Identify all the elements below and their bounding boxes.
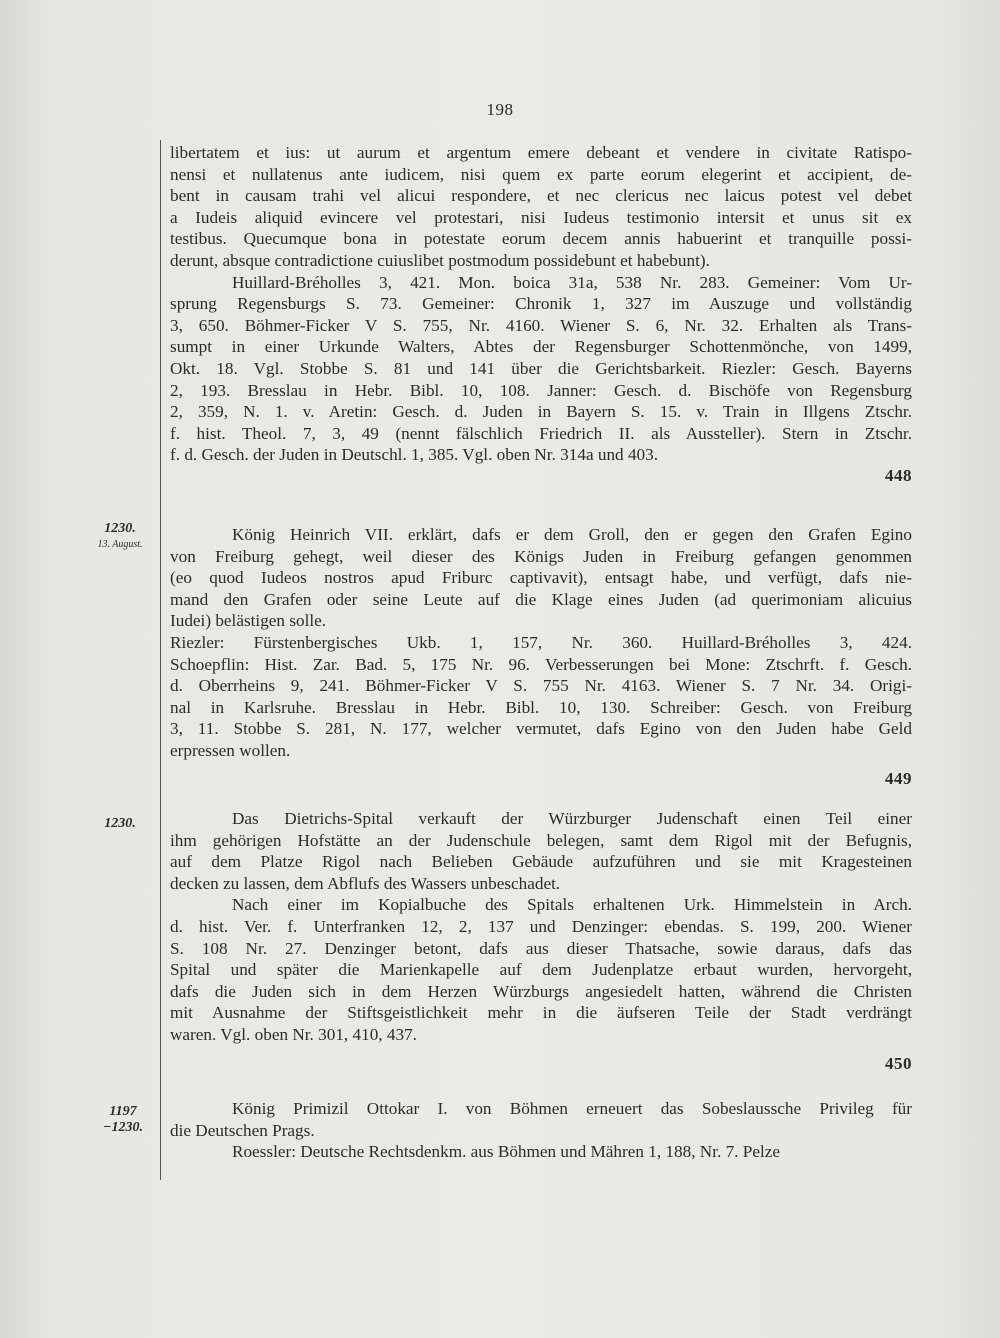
text-line: decken zu lassen, dem Abflufs des Wassers unbeschadet. xyxy=(170,873,561,893)
text-line: a Iudeis aliquid evincere vel protestari, nisi Iudeus testimonio intersit et unus sit ex xyxy=(170,207,912,227)
margin-date-year: 1230. xyxy=(104,521,136,536)
citation-line: f. d. Gesch. der Juden in Deutschl. 1, 385. Vgl. oben Nr. 314a und 403. xyxy=(170,445,659,465)
citation-line: 3, 11. Stobbe S. 281, N. 177, welcher vermutet, dafs Egino von den Juden habe Geld xyxy=(170,719,912,739)
citation-line: sprung Regensburgs S. 73. Gemeiner: Chronik 1, 327 im Auszuge und vollständig xyxy=(170,294,912,314)
entry-number: 448 xyxy=(885,466,912,485)
citation-line: Riezler: Fürstenbergisches Ukb. 1, 157, Nr. 360. Huillard-Bréholles 3, 424. xyxy=(170,632,912,652)
citation-line: 3, 650. Böhmer-Ficker V S. 755, Nr. 4160. Wiener S. 6, Nr. 32. Erhalten als Trans- xyxy=(170,315,912,335)
page-number: 198 xyxy=(486,100,514,119)
citation-line: sumpt in einer Urkunde Walters, Abtes der Regensburger Schottenmönche, von 1499, xyxy=(170,337,912,357)
citation-line: erpressen wollen. xyxy=(170,740,291,760)
citation-line: d. hist. Ver. f. Unterfranken 12, 2, 137 und Denzinger: ebendas. S. 199, 200. Wiener xyxy=(170,916,912,936)
margin-date-year: 1197 −1230. xyxy=(103,1104,143,1135)
text-line: Iudei) belästigen solle. xyxy=(170,611,327,631)
citation-line: Huillard-Bréholles 3, 421. Mon. boica 31a, 538 Nr. 283. Gemeiner: Vom Ur- xyxy=(232,272,912,292)
text-line: König Primizil Ottokar I. von Böhmen erneuert das Sobeslaussche Privileg für xyxy=(232,1099,912,1118)
citation-line: Roessler: Deutsche Rechtsdenkm. aus Böhmen und Mähren 1, 188, Nr. 7. Pelze xyxy=(232,1142,780,1162)
text-line: libertatem et ius: ut aurum et argentum emere debeant et vendere in civitate Ratispo- xyxy=(170,143,912,162)
citation-line: f. hist. Theol. 7, 3, 49 (nennt fälschlich Friedrich II. als Aussteller). Stern in Ztschr. xyxy=(170,423,912,443)
citation-line: Okt. 18. Vgl. Stobbe S. 81 und 141 über die Gerichtsbarkeit. Riezler: Gesch. Bayerns xyxy=(170,358,912,378)
text-line: Das Dietrichs-Spital verkauft der Würzburger Judenschaft einen Teil einer xyxy=(232,809,912,828)
text-line: bent in causam trahi vel alicui respondere, et nec clericus nec laicus potest vel debet xyxy=(170,186,912,206)
margin-date xyxy=(88,816,152,832)
text-line: die Deutschen Prags. xyxy=(170,1120,315,1140)
citation-line: 2, 193. Bresslau in Hebr. Bibl. 10, 108. Janner: Gesch. d. Bischöfe von Regensburg xyxy=(170,380,912,400)
citation-line: 2, 359, N. 1. v. Aretin: Gesch. d. Juden in Bayern S. 15. v. Train in Illgens Ztschr. xyxy=(170,402,912,422)
text-line: (eo quod Iudeos nostros apud Friburc captivavit), entsagt habe, und verfügt, dafs nie- xyxy=(170,568,912,588)
citation-line: Schoepflin: Hist. Zar. Bad. 5, 175 Nr. 96. Verbesserungen bei Mone: Ztschrft. f. Gesch. xyxy=(170,654,912,674)
text-line: derunt, absque contradictione cuiuslibet postmodum possidebunt et habebunt). xyxy=(170,250,710,270)
citation-line: Nach einer im Kopialbuche des Spitals erhaltenen Urk. Himmelstein in Arch. xyxy=(232,895,912,915)
margin-date xyxy=(88,521,152,553)
citation-line: dafs die Juden sich in dem Herzen Würzburgs angesiedelt hatten, während die Christen xyxy=(170,981,912,1001)
text-line: ihm gehörigen Hofstätte an der Judenschule belegen, samt dem Rigol mit der Befugnis, xyxy=(170,830,912,850)
text-line: auf dem Platze Rigol nach Belieben Gebäude aufzuführen und sie mit Kragesteinen xyxy=(170,852,912,872)
citation-line: Spital und später die Marienkapelle auf dem Judenplatze erbaut wurden, hervorgeht, xyxy=(170,960,912,980)
margin-rule xyxy=(160,140,161,1180)
text-line: mand den Grafen oder seine Leute auf die Klage eines Juden (ad querimoniam alicuius xyxy=(170,589,912,609)
text-line: von Freiburg gehegt, weil dieser des Königs Juden in Freiburg gefangen genommen xyxy=(170,546,912,566)
entry-number: 450 xyxy=(885,1054,912,1073)
margin-date-year: 1230. xyxy=(104,816,136,831)
citation-line: nal in Karlsruhe. Bresslau in Hebr. Bibl. 10, 130. Schreiber: Gesch. von Freiburg xyxy=(170,697,912,717)
entry-448 xyxy=(170,142,912,485)
citation-line: waren. Vgl. oben Nr. 301, 410, 437. xyxy=(170,1024,417,1044)
margin-date xyxy=(88,1104,158,1136)
margin-date-day: 13. August. xyxy=(97,539,143,550)
text-line: König Heinrich VII. erklärt, dafs er dem Groll, den er gegen den Grafen Egino xyxy=(232,525,912,544)
citation-line: d. Oberrheins 9, 241. Böhmer-Ficker V S. 755 Nr. 4163. Wiener S. 7 Nr. 34. Origi- xyxy=(170,676,912,696)
text-line: nensi et nullatenus ante iudicem, nisi quem ex parte eorum elegerint et accipient, de- xyxy=(170,164,912,184)
entry-450 xyxy=(170,808,912,1073)
entry-number: 449 xyxy=(885,769,912,788)
text-line: testibus. Quecumque bona in potestate eorum decem annis habuerint et tranquille possi- xyxy=(170,229,912,249)
citation-line: S. 108 Nr. 27. Denzinger betont, dafs aus dieser Thatsache, sowie daraus, dafs das xyxy=(170,938,912,958)
entry-449 xyxy=(170,524,912,788)
citation-line: mit Ausnahme der Stiftsgeistlichkeit mehr in die äufseren Teile der Stadt verdrängt xyxy=(170,1003,912,1023)
entry-451 xyxy=(170,1098,912,1163)
